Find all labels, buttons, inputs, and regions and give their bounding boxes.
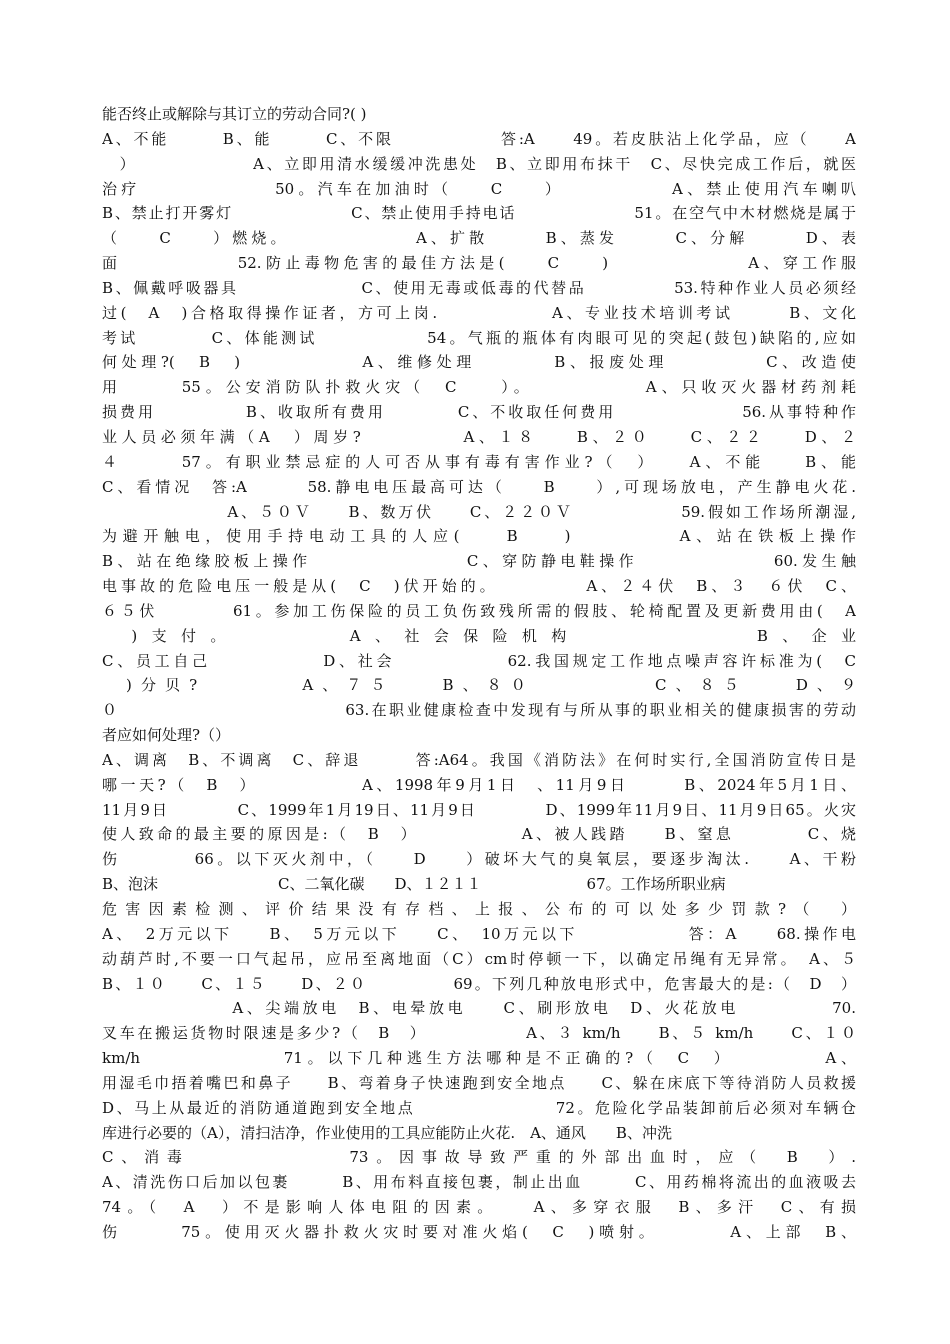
text-line: 何处理?( B ) A、维修处理 B、报废处理 C、改造使 — [102, 353, 856, 372]
text-line: 为避开触电，使用手持电动工具的人应( B ) A、站在铁板上操作 — [102, 527, 856, 546]
text-line: B、佩戴呼吸器具 C、使用无毒或低毒的代替品 53.特种作业人员必须经 — [102, 278, 856, 297]
text-line: B、１０ C、１５ D、２０ 69。下列几种放电形式中，危害最大的是:（ D ） — [102, 974, 856, 993]
text-line: ０ 63.在职业健康检查中发现有与所从事的职业相关的健康损害的劳动 — [102, 701, 856, 720]
text-line: B、禁止打开雾灯 C、禁止使用手持电话 51。在空气中木材燃烧是属于 — [102, 204, 856, 223]
text-line: 用湿毛巾捂着嘴巴和鼻子 B、弯着身子快速跑到安全地点 C、躲在床底下等待消防人员救援 — [102, 1073, 856, 1092]
text-line: 损费用 B、收取所有费用 C、不收取任何费用 56.从事特种作 — [102, 403, 856, 422]
text-line: A、尖端放电 B、电晕放电 C、刷形放电 D、火花放电 70. — [102, 999, 856, 1018]
text-line: A、不能 B、能 C、不限 答:A 49。若皮肤沾上化学品，应（ A — [102, 129, 856, 148]
text-line: 业人员必须年满（A ）周岁? A、１８ B、２０ C、２２ D、２ — [102, 427, 856, 446]
text-line: 治疗 50。汽车在加油时（ C ） A、禁止使用汽车喇叭 — [102, 179, 856, 198]
text-line: ４ 57。有职业禁忌症的人可否从事有毒有害作业?（ ） A、不能 B、能 — [102, 452, 856, 471]
text-line: 考试 C、体能测试 54。气瓶的瓶体有肉眼可见的突起(鼓包)缺陷的,应如 — [102, 328, 856, 347]
text-line: A、清洗伤口后加以包裹 B、用布料直接包裹，制止出血 C、用药棉将流出的血液吸去 — [102, 1173, 856, 1192]
text-line: A、调离 B、不调离 C、辞退 答:A64。我国《消防法》在何时实行,全国消防宣传日是 — [102, 750, 856, 769]
text-line: )支付。 A、社会保险机构 B、企业 — [102, 626, 856, 645]
text-line: B、站在绝缘胶板上操作 C、穿防静电鞋操作 60.发生触 — [102, 552, 856, 571]
text-line: 叉车在搬运货物时限速是多少?（ B ） A、３ km/h B、５ km/h C、１０ — [102, 1024, 856, 1043]
text-line: 伤 66。以下灭火剂中，（ D ）破坏大气的臭氧层，要逐步淘汰. A、干粉 — [102, 850, 856, 869]
text-line: A、５０Ｖ B、数万伏 C、２２０Ｖ 59.假如工作场所潮湿, — [102, 502, 856, 521]
text-line: 用 55。公安消防队扑救火灾（ C ）。 A、只收灭火器材药剂耗 — [102, 378, 856, 397]
text-line: ） A、立即用清水缓缓冲洗患处 B、立即用布抹干 C、尽快完成工作后，就医 — [102, 154, 856, 173]
text-line: A、 2万元以下 B、 5万元以下 C、 10万元以下 答：A 68.操作电 — [102, 924, 856, 943]
text-line: C、消毒 73。因事故导致严重的外部出血时，应（ B ）. — [102, 1148, 856, 1167]
text-line: 库进行必要的（A），清扫洁净，作业使用的工具应能防止火花. A、通风 B、冲洗 — [102, 1123, 672, 1142]
text-line: 74。（ A ）不是影响人体电阻的因素。 A、多穿衣服 B、多汗 C、有损 — [102, 1198, 856, 1217]
text-line: 能否终止或解除与其订立的劳动合同?( ) — [102, 105, 367, 123]
text-line: 者应如何处理?（） — [102, 726, 231, 745]
text-line: 使人致命的最主要的原因是:（ B ） A、被人践踏 B、窒息 C、烧 — [102, 825, 856, 844]
text-line: )分贝? A、７５ B、８０ C、８５ D、９ — [102, 676, 856, 695]
text-line: 11月9日 C、1999年1月19日、11月9日 D、1999年11月9日、11月9日65。火灾 — [102, 800, 856, 819]
text-line: C、员工自己 D、社会 62.我国规定工作地点噪声容许标准为( C — [102, 651, 856, 670]
text-line: 危害因素检测、评价结果没有存档、上报、公布的可以处多少罚款?（ ） — [102, 900, 856, 918]
text-line: km/h 71。以下几种逃生方法哪种是不正确的?（ C ） A、 — [102, 1049, 856, 1068]
text-line: 电事故的危险电压一般是从( C )伏开始的。 A、２４伏 B、３ ６伏 C、 — [102, 577, 856, 596]
text-line: 动葫芦时,不要一口气起吊，应吊至离地面（C）cm时停顿一下，以确定吊绳有无异常。 A、５ — [102, 949, 856, 968]
text-line: 伤 75。使用灭火器扑救火灾时要对准火焰( C )喷射。 A、上部 B、 — [102, 1222, 856, 1241]
text-line: 面 52.防止毒物危害的最佳方法是( C ) A、穿工作服 — [102, 254, 856, 273]
text-line: D、马上从最近的消防通道跑到安全地点 72。危险化学品装卸前后必须对车辆仓 — [102, 1098, 856, 1117]
text-line: （ C ）燃烧。 A、扩散 B、蒸发 C、分解 D、表 — [102, 229, 856, 248]
text-line: 哪一天?（ B ） A、1998年9月1日 、11月9日 B、2024年5月1日、 — [102, 775, 856, 794]
text-line: ６５伏 61。参加工伤保险的员工负伤致残所需的假肢、轮椅配置及更新费用由( A — [102, 601, 856, 620]
document-body — [102, 102, 856, 1245]
text-line: B、泡沫 C、二氧化碳 D、１２１１ 67。工作场所职业病 — [102, 875, 726, 894]
text-line: C、看情况 答:A 58.静电电压最高可达（ B ）,可现场放电，产生静电火花. — [102, 477, 856, 496]
text-line: 过( A )合格取得操作证者，方可上岗. A、专业技术培训考试 B、文化 — [102, 303, 856, 322]
